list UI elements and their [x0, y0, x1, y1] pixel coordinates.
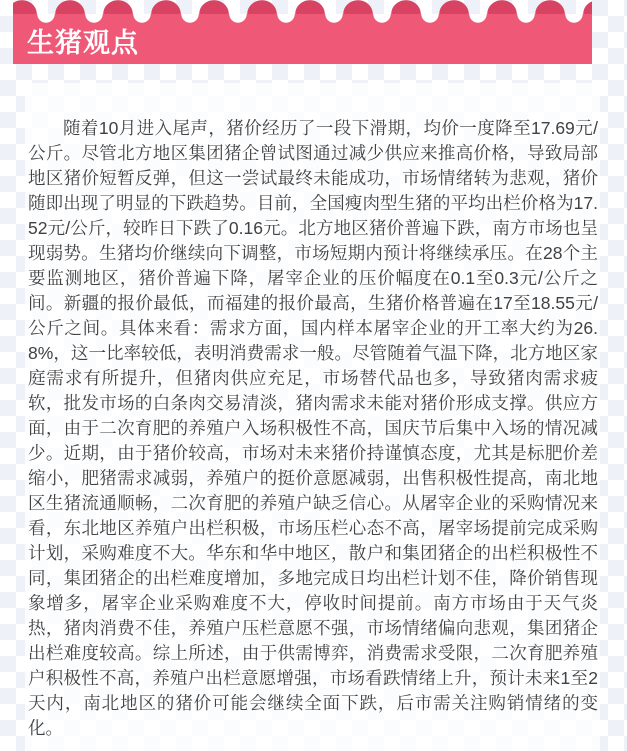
article-body [28, 116, 598, 741]
banner-bar [13, 14, 592, 64]
header-banner [13, 0, 592, 64]
page-title: 生猪观点 [27, 28, 139, 58]
perforation-tabs-decoration [13, 0, 592, 14]
article-paragraph: 随着10月进入尾声，猪价经历了一段下滑期，均价一度降至17.69元/公斤。尽管北方地区集团猪企曾试图通过减少供应来推高价格，导致局部地区猪价短暂反弹，但这一尝试最终未能成功，市场情绪转为悲观，猪价随即出现了明显的下跌趋势。目前，全国瘦肉型生猪的平均出栏价格为17.52元/公斤，较昨日下跌了0.16元。北方地区猪价普遍下跌，南方市场也呈现弱势。生猪均价继续向下调整，市场短期内预计将继续承压。在28个主要监测地区，猪价普遍下降，屠宰企业的压价幅度在0.1至0.3元/公斤之间。新疆的报价最低，而福建的报价最高，生猪价格普遍在17至18.55元/公斤之间。具体来看：需求方面，国内样本屠宰企业的开工率大约为26.8%，这一比率较低，表明消费需求一般。尽管随着气温下降，北方地区家庭需求有所提升，但猪肉供应充足，市场替代品也多，导致猪肉需求疲软，批发市场的白条肉交易清淡，猪肉需求未能对猪价形成支撑。供应方面，由于二次育肥的养殖户入场积极性不高，国庆节后集中入场的情况减少。近期，由于猪价较高，市场对未来猪价持谨慎态度，尤其是标肥价差缩小，肥猪需求减弱，养殖户的挺价意愿减弱，出售积极性提高，南北地区生猪流通顺畅，二次育肥的养殖户缺乏信心。从屠宰企业的采购情况来看，东北地区养殖户出栏积极，市场压栏心态不高，屠宰场提前完成采购计划，采购难度不大。华东和华中地区，散户和集团猪企的出栏积极性不同，集团猪企的出栏难度增加，多地完成日均出栏计划不佳，降价销售现象增多，屠宰企业采购难度不大，停收时间提前。南方市场由于天气炎热，猪肉消费不佳，养殖户压栏意愿不强，市场情绪偏向悲观，集团猪企出栏难度较高。综上所述，由于供需博弈，消费需求受限，二次育肥养殖户积极性不高，养殖户出栏意愿增强，市场看跌情绪上升，预计未来1至2天内，南北地区的猪价可能会继续全面下跌，后市需关注购销情绪的变化。 [28, 118, 598, 738]
